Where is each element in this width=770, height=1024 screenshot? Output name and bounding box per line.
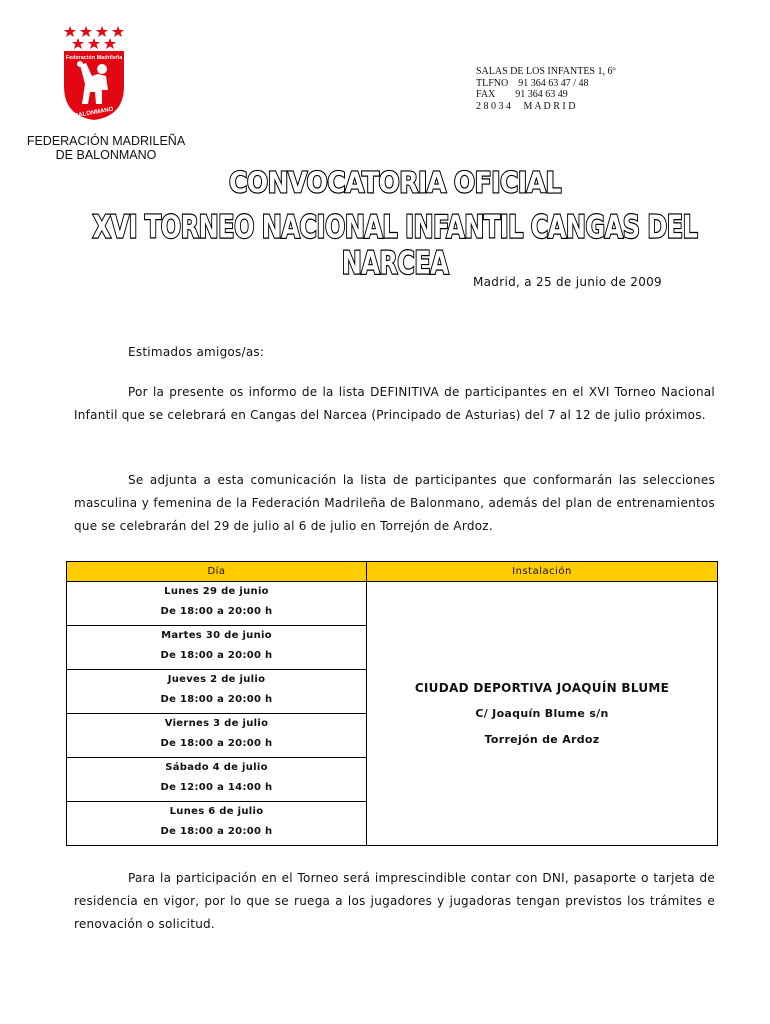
session-time: De 18:00 a 20:00 h: [160, 826, 273, 837]
greeting: Estimados amigos/as:: [128, 345, 265, 359]
address-block: [476, 66, 616, 112]
letter-date: Madrid, a 25 de junio de 2009: [473, 275, 662, 289]
venue-city: Torrejón de Ardoz: [484, 732, 600, 746]
address-line1: SALAS DE LOS INFANTES 1, 6º: [476, 66, 616, 77]
column-header-venue: Instalación: [367, 562, 718, 582]
day-cell: [67, 582, 367, 626]
day-cell: [67, 758, 367, 802]
document-title: CONVOCATORIA OFICIAL: [229, 165, 561, 200]
venue-cell: [367, 582, 718, 846]
logo-star: [96, 26, 108, 37]
column-header-day: Día: [67, 562, 367, 582]
address-postal: 2 8 0 3 4 M A D R I D: [476, 100, 576, 112]
session-time: De 18:00 a 20:00 h: [160, 650, 273, 661]
session-day: Viernes 3 de julio: [164, 718, 269, 729]
logo-star: [72, 38, 84, 49]
paragraph-1: Por la presente os informo de la lista DEFINITIVA de participantes en el XVI Torneo Nacional Infantil que se celebrará en Cangas del Narcea (Principado de Asturias) del 7 al 12 de julio próximos.: [74, 385, 715, 422]
table-row: [67, 582, 718, 626]
session-day: Sábado 4 de julio: [165, 762, 268, 773]
session-time: De 18:00 a 20:00 h: [160, 606, 273, 617]
day-cell: [67, 714, 367, 758]
organization-name: [18, 134, 194, 162]
logo-star: [64, 26, 76, 37]
table-header-row: [67, 562, 718, 582]
venue-street: C/ Joaquín Blume s/n: [475, 706, 609, 720]
session-time: De 12:00 a 14:00 h: [160, 782, 273, 793]
org-name-line1: FEDERACIÓN MADRILEÑA: [26, 134, 186, 148]
address-phone: TLFNO 91 364 63 47 / 48: [476, 77, 589, 89]
logo-text-bottom: BALONMANO: [73, 106, 114, 120]
logo-star: [104, 38, 116, 49]
day-cell: [67, 802, 367, 846]
logo-text-top: Federación Madrileña: [65, 55, 123, 61]
paragraph-2: Se adjunta a esta comunicación la lista de participantes que conformarán las selecciones masculina y femenina de la Federación Madrileña de Balonmano, además del plan de entrenamientos que se celebrarán del 29 de julio al 6 de julio en Torrejón de Ardoz.: [74, 473, 715, 533]
venue-name: CIUDAD DEPORTIVA JOAQUÍN BLUME: [414, 680, 670, 695]
session-time: De 18:00 a 20:00 h: [160, 694, 273, 705]
logo-star: [112, 26, 124, 37]
session-day: Jueves 2 de julio: [167, 674, 266, 685]
session-day: Martes 30 de junio: [161, 630, 272, 641]
session-time: De 18:00 a 20:00 h: [160, 738, 273, 749]
federation-logo: [58, 24, 130, 124]
session-day: Lunes 29 de junio: [164, 586, 269, 597]
address-fax: FAX 91 364 63 49: [476, 89, 568, 100]
day-cell: [67, 670, 367, 714]
logo-star: [88, 38, 100, 49]
org-name-line2: DE BALONMANO: [55, 148, 157, 162]
day-cell: [67, 626, 367, 670]
training-schedule-table: [66, 561, 718, 846]
paragraph-3: Para la participación en el Torneo será imprescindible contar con DNI, pasaporte o tarjeta de residencia en vigor, por lo que se ruega a los jugadores y jugadoras tengan previstos los trámites e renovación o solicitud.: [74, 871, 715, 931]
session-day: Lunes 6 de julio: [169, 806, 264, 817]
logo-star: [80, 26, 92, 37]
tournament-title: XVI TORNEO NACIONAL INFANTIL CANGAS DEL NARCEA: [92, 210, 698, 282]
